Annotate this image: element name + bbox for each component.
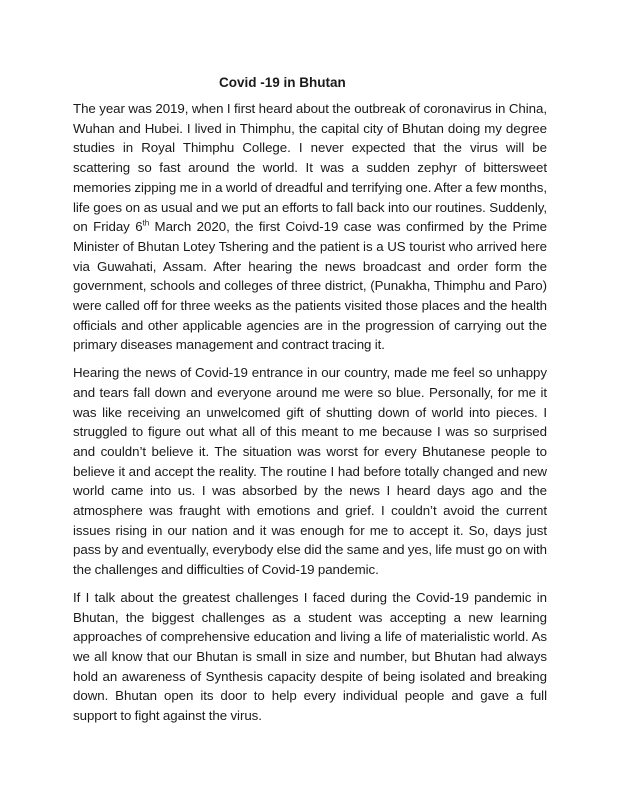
- document-page: [73, 74, 547, 734]
- paragraph-3: If I talk about the greatest challenges I faced during the Covid-19 pandemic in Bhutan, the biggest challenges as a student was accepting a new learning approaches of comprehensive education and living a life of materialistic world. As we all know that our Bhutan is small in size and number, but Bhutan had always hold an awareness of Synthesis capacity despite of being isolated and breaking down. Bhutan open its door to help every individual people and gave a full support to fight against the virus.: [73, 589, 547, 724]
- paragraph-2: Hearing the news of Covid-19 entrance in our country, made me feel so unhappy and tears fall down and everyone around me were so blue. Personally, for me it was like receiving an unwelcomed gift of shutting down of world into pieces. I struggled to figure out what all of this meant to me because I was so surprised and couldn’t believe it. The situation was worst for every Bhutanese people to believe it and accept the reality. The routine I had before totally changed and new world came into us. I was absorbed by the news I heard days ago and the atmosphere was fraught with emotions and grief. I couldn’t avoid the current issues rising in our nation and it was enough for me to accept it. So, days just pass by and eventually, everybody else did the same and yes, life must go on with the challenges and difficulties of Covid-19 pandemic.: [73, 365, 547, 578]
- document-title: Covid -19 in Bhutan: [219, 75, 346, 90]
- paragraph-1: [73, 99, 547, 355]
- ordinal-superscript: th: [142, 218, 150, 228]
- paragraph-1-text-b: March 2020, the first Coivd-19 case was confirmed by the Prime Minister of Bhutan Lotey Tshering and the patient is a US tourist who arrived here via Guwahati, Assam. After hearing the news broadcast and order form the government, schools and colleges of three district, (Punakha, Thimphu and Paro) were called off for three weeks as the patients visited those places and the health officials and other applicable agencies are in the progression of carrying out the primary diseases management and contract tracing it.: [73, 219, 547, 353]
- paragraph-1-text-a: The year was 2019, when I first heard about the outbreak of coronavirus in China, Wuhan and Hubei. I lived in Thimphu, the capital city of Bhutan doing my degree studies in Royal Thimphu College. I never expected that the virus will be scattering so fast around the world. It was a sudden zephyr of bittersweet memories zipping me in a world of dreadful and terrifying one. After a few months, life goes on as usual and we put an efforts to fall back into our routines. Suddenly, on Friday 6: [73, 101, 547, 235]
